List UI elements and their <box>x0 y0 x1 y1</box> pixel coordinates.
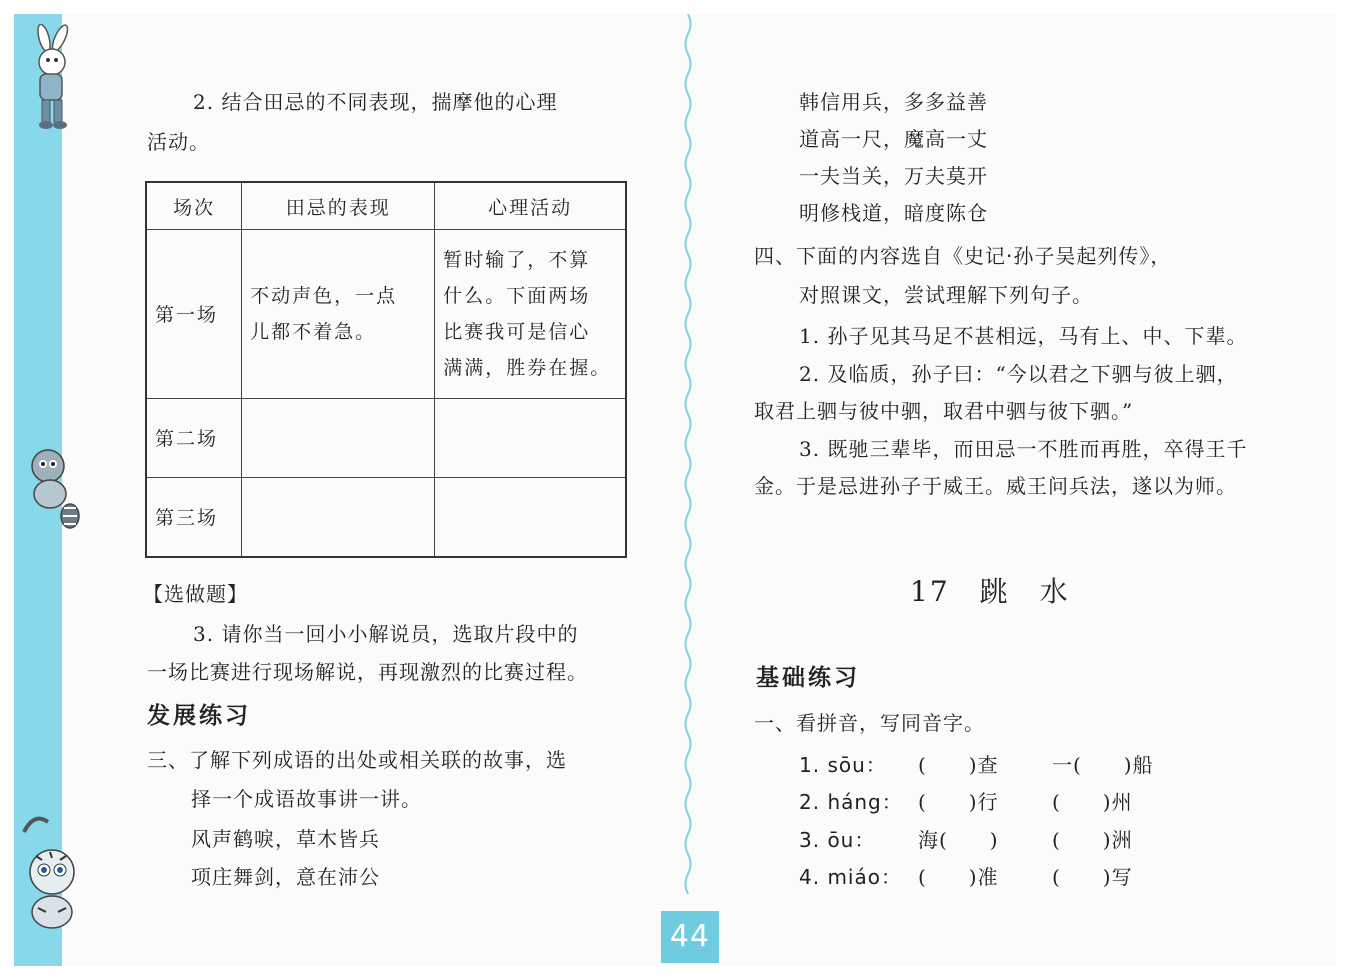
table-row <box>146 230 626 398</box>
header-mind: 心理活动 <box>435 182 626 230</box>
sentence-3-line-2: 金。于是忌进孙子于威王。威王问兵法，遂以为师。 <box>754 474 1237 498</box>
sentence-2-line-2: 取君上驷与彼中驷，取君中驷与彼下驷。” <box>754 399 1134 423</box>
behavior-cell <box>242 230 435 398</box>
behavior-line: 不动声色，一点 <box>250 284 398 307</box>
book-spine-wave <box>681 14 695 894</box>
question-four-line-1: 四、下面的内容选自《史记·孙子吴起列传》， <box>754 244 1172 268</box>
pinyin-label: 4. miáo： <box>799 865 902 889</box>
tiger-mascot-icon <box>14 812 86 934</box>
table-row <box>146 398 626 477</box>
optional-question-label: 【选做题】 <box>143 582 248 606</box>
fill-blank-b[interactable]: ( )洲 <box>1052 828 1133 852</box>
mind-line: 满满，胜券在握。 <box>443 356 612 379</box>
mind-line: 比赛我可是信心 <box>443 320 591 343</box>
pinyin-label: 1. sōu： <box>799 753 887 777</box>
mind-answer-blank[interactable] <box>435 477 626 557</box>
table-header-row <box>146 182 626 230</box>
idiom-item: 风声鹤唳，草木皆兵 <box>191 827 380 851</box>
sentence-1: 1. 孙子见其马足不甚相远，马有上、中、下辈。 <box>799 324 1248 348</box>
rabbit-mascot-icon <box>14 24 84 134</box>
idiom-item: 项庄舞剑，意在沛公 <box>191 865 380 889</box>
question-2-line-2: 活动。 <box>147 130 210 154</box>
fill-blank-a[interactable]: ( )查 <box>918 753 999 777</box>
mind-cell <box>435 230 626 398</box>
fill-blank-a[interactable]: ( )准 <box>918 865 999 889</box>
fill-blank-a[interactable]: ( )行 <box>918 790 999 814</box>
question-3-line-1: 3. 请你当一回小小解说员，选取片段中的 <box>193 622 579 646</box>
pinyin-label: 2. háng： <box>799 790 903 814</box>
mind-line: 暂时输了，不算 <box>443 248 591 271</box>
behavior-answer-blank[interactable] <box>242 398 435 477</box>
round-cell: 第三场 <box>146 477 242 557</box>
fill-blank-b[interactable]: ( )州 <box>1052 790 1133 814</box>
question-one: 一、看拼音，写同音字。 <box>754 711 985 735</box>
section-title-basic: 基础练习 <box>756 665 860 691</box>
raccoon-mascot-icon <box>14 436 86 536</box>
mind-answer-blank[interactable] <box>435 398 626 477</box>
round-cell: 第二场 <box>146 398 242 477</box>
section-title-development: 发展练习 <box>147 703 251 729</box>
page-number-badge: 44 <box>661 911 719 963</box>
tian-ji-analysis-table <box>145 181 627 558</box>
round-cell: 第一场 <box>146 230 242 398</box>
question-three-line-2: 择一个成语故事讲一讲。 <box>191 787 422 811</box>
header-behavior: 田忌的表现 <box>242 182 435 230</box>
sentence-3-line-1: 3. 既驰三辈毕，而田忌一不胜而再胜，卒得王千 <box>799 437 1248 461</box>
idiom-item: 明修栈道，暗度陈仓 <box>799 201 988 225</box>
question-four-line-2: 对照课文，尝试理解下列句子。 <box>799 283 1093 307</box>
pinyin-label: 3. ōu： <box>799 828 876 852</box>
mind-line: 什么。下面两场 <box>443 284 591 307</box>
idiom-item: 一夫当关，万夫莫开 <box>799 164 988 188</box>
idiom-item: 道高一尺，魔高一丈 <box>799 127 988 151</box>
header-round: 场次 <box>146 182 242 230</box>
fill-blank-b[interactable]: 一( )船 <box>1052 753 1154 777</box>
question-2-line-1: 2. 结合田忌的不同表现，揣摩他的心理 <box>193 90 558 114</box>
fill-blank-b[interactable]: ( )写 <box>1052 865 1133 889</box>
lesson-title: 17 跳 水 <box>910 575 1070 608</box>
behavior-answer-blank[interactable] <box>242 477 435 557</box>
fill-blank-a[interactable]: 海( ) <box>918 828 999 852</box>
behavior-line: 儿都不着急。 <box>250 320 377 343</box>
table-row <box>146 477 626 557</box>
question-three-line-1: 三、了解下列成语的出处或相关联的故事，选 <box>147 748 567 772</box>
question-3-line-2: 一场比赛进行现场解说，再现激烈的比赛过程。 <box>147 660 588 684</box>
idiom-item: 韩信用兵，多多益善 <box>799 90 988 114</box>
sentence-2-line-1: 2. 及临质，孙子曰：“今以君之下驷与彼上驷， <box>799 362 1238 386</box>
